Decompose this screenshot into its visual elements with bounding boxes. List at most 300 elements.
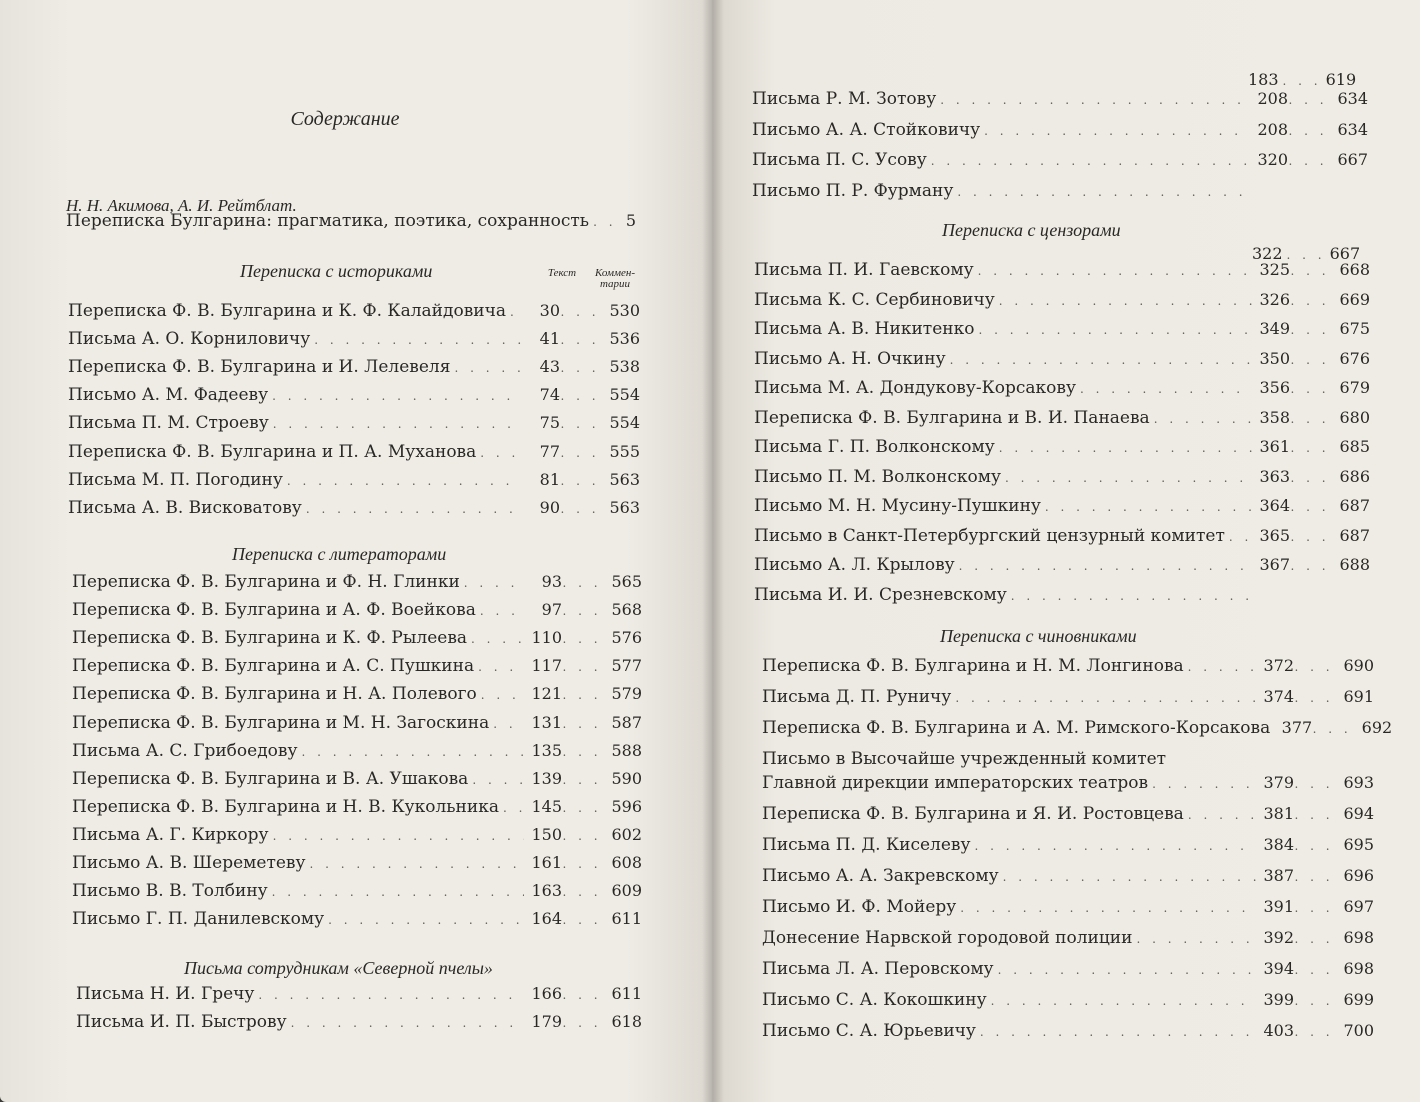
leader-dots <box>931 149 1250 173</box>
leader-dots: . . . <box>1290 411 1330 426</box>
toc-entry-comment-page: 563 <box>609 469 640 489</box>
leader-dots: . . . <box>1288 93 1328 107</box>
toc-entry[interactable] <box>72 711 642 735</box>
toc-entry[interactable] <box>754 317 1370 341</box>
leader-dots: . . . <box>1290 382 1330 396</box>
toc-entry[interactable] <box>754 494 1370 518</box>
leader-dots <box>493 712 524 736</box>
toc-entry[interactable] <box>762 802 1374 826</box>
toc-entry-page: 365 <box>1259 525 1290 545</box>
leader-dots <box>272 880 524 904</box>
leader-dots: . . . <box>560 417 600 432</box>
leader-dots: . . . <box>1288 123 1328 138</box>
leader-dots <box>1045 495 1252 519</box>
column-head-comments-1: Коммен- <box>594 267 635 279</box>
toc-entry-comment-page: 596 <box>611 796 642 816</box>
leader-dots: . . . <box>560 389 600 404</box>
toc-entry-title-line1[interactable]: Письмо в Высочайше учрежденный комитет <box>762 749 1167 769</box>
section-heading-censors: Переписка с цензорами <box>942 220 1121 240</box>
leader-dots <box>1188 655 1256 679</box>
toc-entry-title: Письма П. М. Строеву <box>68 413 269 434</box>
leader-dots: . . . <box>1290 470 1330 485</box>
toc-entry[interactable] <box>68 440 640 464</box>
toc-entry-comment-page: 609 <box>611 881 642 901</box>
toc-entry-title: Донесение Нарвской городовой полиции <box>762 928 1133 948</box>
toc-entry-page: 131 <box>531 712 562 732</box>
leader-dots <box>314 328 522 352</box>
intro-authors: Н. Н. Акимова, А. И. Рейтблат. <box>66 196 297 215</box>
toc-entry-title: Переписка Булгарина: прагматика, поэтика, сохранность <box>66 211 590 231</box>
toc-entry-title: Письма А. О. Корниловичу <box>68 329 311 350</box>
toc-entry[interactable] <box>72 767 642 791</box>
leader-dots: . . . <box>560 501 600 516</box>
toc-entry-comment-page: 694 <box>1343 804 1374 823</box>
toc-entry-comment-page: 697 <box>1343 897 1374 916</box>
toc-entry-title: Переписка Ф. В. Булгарина и Ф. Н. Глинки <box>72 572 460 592</box>
toc-entry-page: 361 <box>1259 437 1290 456</box>
leader-dots: . . . <box>562 604 602 619</box>
toc-entry-page: 350 <box>1259 348 1290 368</box>
leader-dots <box>978 259 1252 283</box>
leader-dots <box>1154 407 1252 431</box>
leader-dots <box>1003 865 1256 889</box>
carry-over-pages: 322 . . . 667 <box>1252 244 1361 263</box>
toc-entry[interactable] <box>68 468 640 492</box>
toc-entry-title: Переписка Ф. В. Булгарина и А. С. Пушкина <box>72 656 475 677</box>
toc-entry-title: Письма А. В. Никитенко <box>754 319 975 339</box>
leader-dots <box>1188 803 1256 827</box>
leader-dots <box>287 469 522 493</box>
toc-entry[interactable] <box>72 851 642 875</box>
toc-entry-page: 41 <box>539 329 560 349</box>
leader-dots: . . . <box>560 305 600 319</box>
leader-dots <box>328 908 524 932</box>
toc-entry[interactable] <box>752 148 1368 172</box>
toc-entry-comment-page: 634 <box>1337 89 1368 108</box>
toc-entry-page: 391 <box>1263 897 1294 916</box>
leader-dots: . . . <box>1294 839 1334 853</box>
toc-entry-page: 43 <box>539 357 560 377</box>
column-head-text: Текст <box>547 267 577 279</box>
leader-dots <box>503 796 524 820</box>
toc-entry-comment-page: 698 <box>1343 928 1374 947</box>
toc-entry-page: 399 <box>1263 990 1294 1009</box>
toc-entry[interactable] <box>754 258 1370 282</box>
toc-entry[interactable] <box>762 716 1393 740</box>
toc-entry-comment-page: 692 <box>1361 718 1393 737</box>
toc-entry-title: Переписка Ф. В. Булгарина и К. Ф. Калайдовича <box>68 301 506 321</box>
toc-entry-comment-page: 698 <box>1343 959 1374 978</box>
toc-entry-comment-page: 554 <box>609 385 640 405</box>
leader-dots: . . . <box>1294 901 1334 915</box>
leader-dots <box>510 300 522 324</box>
leader-dots <box>478 655 524 679</box>
leader-dots: . . . <box>1294 808 1334 822</box>
toc-entry-comment-page: 686 <box>1339 466 1370 486</box>
leader-dots: . . . <box>562 688 602 703</box>
toc-entry-comment-page: 680 <box>1339 407 1370 427</box>
toc-entry-title: Письма Л. А. Перовскому <box>762 959 994 979</box>
toc-entry-page: 384 <box>1263 835 1294 854</box>
toc-entry-title: Письма П. Д. Киселеву <box>762 835 971 855</box>
toc-entry-title: Письма Д. П. Руничу <box>762 687 952 707</box>
toc-entry-comment-page: 555 <box>609 441 640 461</box>
toc-entry-title: Переписка Ф. В. Булгарина и Н. А. Полевого <box>72 684 477 705</box>
toc-entry[interactable] <box>754 406 1370 430</box>
toc-entry-comment-page: 668 <box>1339 260 1370 279</box>
toc-entry[interactable] <box>762 864 1374 888</box>
toc-entry-title: Переписка Ф. В. Булгарина и И. Лелевеля <box>68 357 451 378</box>
leader-dots <box>471 627 524 651</box>
toc-entry-page: 135 <box>531 740 562 760</box>
toc-entry-page: 208 <box>1257 89 1288 108</box>
toc-entry[interactable] <box>762 833 1374 857</box>
toc-entry[interactable] <box>754 347 1370 371</box>
leader-dots: . . . <box>1294 963 1334 977</box>
toc-entry-title: Письмо В. В. Толбину <box>72 881 268 902</box>
leader-dots <box>1152 772 1256 796</box>
leader-dots <box>481 683 524 707</box>
leader-dots <box>960 896 1256 920</box>
toc-entry[interactable] <box>762 926 1374 950</box>
toc-entry-page: 164 <box>531 909 562 929</box>
toc-entry-comment-page: 700 <box>1343 1021 1374 1040</box>
toc-entry-comment-page: 687 <box>1339 525 1370 545</box>
toc-entry[interactable] <box>72 739 642 763</box>
toc-entry-title: Главной дирекции императорских театров <box>762 773 1149 793</box>
toc-entry[interactable] <box>754 376 1370 400</box>
leader-dots: . . . <box>562 716 602 731</box>
toc-entry-comment-page: 618 <box>611 1012 642 1031</box>
toc-entry-title: Письмо С. А. Юрьевичу <box>762 1021 976 1041</box>
toc-entry-title: Письмо П. Р. Фурману <box>752 180 954 201</box>
toc-entry-comment-page: 577 <box>611 656 642 676</box>
leader-dots: . . . <box>562 744 602 759</box>
leader-dots <box>472 768 524 792</box>
toc-entry-comment-page: 695 <box>1343 835 1374 854</box>
toc-entry-comment-page: 669 <box>1339 289 1370 309</box>
toc-entry-title: Письмо А. Н. Очкину <box>754 348 946 369</box>
leader-dots: . . . <box>1294 777 1334 791</box>
toc-entry-title: Письмо М. Н. Мусину-Пушкину <box>754 496 1041 516</box>
leader-dots <box>273 412 522 436</box>
leader-dots <box>959 554 1252 578</box>
toc-entry[interactable] <box>72 570 642 594</box>
toc-entry-title: Письма Р. М. Зотову <box>752 89 937 109</box>
leader-dots <box>940 88 1250 112</box>
toc-entry[interactable] <box>762 654 1374 678</box>
toc-entry[interactable] <box>754 524 1370 548</box>
toc-entry[interactable] <box>754 553 1370 577</box>
leader-dots <box>980 1020 1256 1044</box>
leader-dots: . . . <box>560 333 600 348</box>
toc-entry-comment-page: 693 <box>1343 773 1374 792</box>
toc-entry[interactable] <box>68 411 640 435</box>
leader-dots: . . . <box>562 828 602 843</box>
book-spine <box>702 0 724 1102</box>
toc-entry-title: Письмо И. Ф. Мойеру <box>762 897 957 917</box>
toc-entry-page: 139 <box>531 768 562 788</box>
toc-entry-title: Письма И. П. Быстрову <box>76 1012 287 1032</box>
toc-entry-comment-page: 679 <box>1339 378 1370 397</box>
toc-entry-title: Письма К. С. Сербиновичу <box>754 289 995 310</box>
carry-over-pages: 183 . . . 619 <box>1248 70 1357 89</box>
toc-entry-page: 367 <box>1259 555 1290 574</box>
toc-entry-comment-page: 579 <box>611 684 642 704</box>
toc-entry-page: 145 <box>531 796 562 816</box>
toc-entry-title: Переписка Ф. В. Булгарина и А. Ф. Воейкова <box>72 600 476 621</box>
leader-dots <box>957 180 1250 204</box>
toc-entry-page: 77 <box>539 441 560 461</box>
toc-entry-page: 74 <box>539 385 560 405</box>
leader-dots: . . . <box>1290 529 1330 544</box>
leader-dots: . . . <box>562 800 602 815</box>
leader-dots: . . . <box>1294 994 1334 1008</box>
toc-entry-comment-page: 602 <box>611 824 642 844</box>
leader-dots: . . . <box>1294 660 1334 674</box>
toc-entry-title: Переписка Ф. В. Булгарина и Н. М. Лонгинова <box>762 656 1184 676</box>
toc-entry-comment-page: 634 <box>1337 119 1368 139</box>
toc-entry-page: 394 <box>1263 959 1294 978</box>
leader-dots: . . . <box>1294 932 1334 946</box>
leader-dots: . . . <box>1312 722 1352 736</box>
toc-entry-comment-page: 576 <box>611 628 642 648</box>
leader-dots <box>998 958 1256 982</box>
leader-dots <box>480 599 524 623</box>
toc-entry[interactable] <box>76 1010 642 1034</box>
toc-entry-title: Письмо А. В. Шереметеву <box>72 853 306 873</box>
toc-entry-page: 208 <box>1257 119 1288 139</box>
toc-entry[interactable] <box>72 626 642 650</box>
toc-entry[interactable] <box>762 771 1374 795</box>
toc-entry-page: 322 <box>1252 244 1283 263</box>
toc-entry-title: Письмо П. М. Волконскому <box>754 466 1001 487</box>
section-heading-historians: Переписка с историками <box>240 261 433 281</box>
leader-dots <box>306 497 522 521</box>
leader-dots: . . . <box>1294 1025 1334 1039</box>
leader-dots <box>984 119 1250 143</box>
toc-entry-comment-page: 587 <box>611 712 642 732</box>
leader-dots: . . . <box>562 660 602 675</box>
leader-dots <box>464 571 524 595</box>
leader-dots: . . . <box>562 632 602 647</box>
toc-entry-page: 75 <box>539 413 560 433</box>
leader-dots <box>1229 525 1252 549</box>
toc-entry-comment-page: 538 <box>609 357 640 377</box>
toc-entry-title: Переписка Ф. В. Булгарина и В. А. Ушакова <box>72 768 469 789</box>
toc-entry-comment-page: 690 <box>1343 656 1374 675</box>
toc-entry-title: Переписка Ф. В. Булгарина и К. Ф. Рылеева <box>72 628 468 649</box>
toc-entry[interactable] <box>754 288 1370 312</box>
toc-entry-title: Письмо А. А. Закревскому <box>762 866 999 886</box>
leader-dots <box>301 740 524 764</box>
leader-dots: . . . <box>1288 154 1328 168</box>
leader-dots <box>974 834 1256 858</box>
toc-entry-comment-page: 619 <box>1325 70 1357 89</box>
toc-entry-page: 179 <box>531 1012 562 1031</box>
toc-entry-intro[interactable] <box>66 209 636 233</box>
leader-dots: . . . <box>1290 441 1330 455</box>
page-title: Содержание <box>290 108 400 130</box>
toc-entry-comment-page: 687 <box>1339 496 1370 515</box>
toc-entry[interactable] <box>68 299 640 323</box>
leader-dots <box>273 824 524 848</box>
toc-entry[interactable] <box>762 957 1374 981</box>
toc-entry[interactable] <box>72 598 642 622</box>
toc-entry-title: Переписка Ф. В. Булгарина и М. Н. Загоскина <box>72 712 490 733</box>
leader-dots: . . . <box>1294 870 1334 884</box>
toc-entry-title: Переписка Ф. В. Булгарина и В. И. Панаева <box>754 407 1150 428</box>
toc-entry[interactable] <box>68 496 640 520</box>
toc-entry[interactable] <box>68 383 640 407</box>
toc-entry[interactable] <box>762 685 1374 709</box>
toc-entry-comment-page: 696 <box>1343 866 1374 885</box>
leader-dots: . . . <box>1290 323 1330 337</box>
toc-entry-comment-page: 608 <box>611 853 642 872</box>
leader-dots <box>991 989 1256 1013</box>
toc-entry-title: Письмо Г. П. Данилевскому <box>72 909 325 930</box>
toc-entry-comment-page: 530 <box>609 301 640 320</box>
leader-dots <box>258 983 524 1007</box>
toc-entry-title: Письмо А. М. Фадееву <box>68 385 269 406</box>
leader-dots: . . . <box>562 576 602 590</box>
toc-entry-page: 358 <box>1259 407 1290 427</box>
toc-entry-page: 110 <box>531 628 562 648</box>
toc-entry[interactable] <box>754 465 1370 489</box>
leader-dots: . . . <box>1290 264 1330 278</box>
toc-entry-comment-page: 691 <box>1343 687 1374 706</box>
toc-entry-page: 325 <box>1259 260 1290 279</box>
toc-entry-title: Переписка Ф. В. Булгарина и Н. В. Кукольника <box>72 796 499 817</box>
toc-entry-title: Письмо А. А. Стойковичу <box>752 119 981 140</box>
toc-entry-title: Переписка Ф. В. Булгарина и П. А. Муханова <box>68 441 477 462</box>
toc-entry[interactable] <box>72 682 642 706</box>
toc-entry-title: Письма И. И. Срезневскому <box>754 584 1007 605</box>
leader-dots: . . . <box>1290 559 1330 573</box>
toc-entry-title: Письма А. В. Висковатову <box>68 497 302 518</box>
leader-dots: . . . <box>1290 352 1330 367</box>
toc-entry[interactable] <box>76 982 642 1006</box>
toc-entry-page: 320 <box>1257 150 1288 169</box>
toc-entry-title: Письма М. П. Погодину <box>68 469 283 490</box>
toc-entry[interactable] <box>754 583 1370 607</box>
leader-dots: . . . <box>562 988 602 1002</box>
leader-dots: . . . <box>1294 691 1334 705</box>
toc-entry[interactable] <box>68 355 640 379</box>
toc-entry-comment-page: 554 <box>609 413 640 433</box>
toc-entry-comment-page: 588 <box>611 740 642 760</box>
toc-entry-page: 326 <box>1259 289 1290 309</box>
toc-entry-page: 356 <box>1259 378 1290 397</box>
toc-entry-comment-page: 699 <box>1343 990 1374 1009</box>
toc-entry-page: 381 <box>1263 804 1294 823</box>
toc-entry-title: Письма М. А. Дондукову-Корсакову <box>754 378 1076 398</box>
leader-dots: . . . <box>560 445 600 460</box>
toc-entry-title: Письмо А. Л. Крылову <box>754 555 955 575</box>
toc-entry-page: 392 <box>1263 928 1294 947</box>
toc-entry-page: 403 <box>1263 1021 1294 1040</box>
leader-dots: . . . <box>1290 293 1330 308</box>
leader-dots <box>454 356 522 380</box>
toc-entry-comment-page: 611 <box>611 909 642 929</box>
toc-entry-title: Письма Г. П. Волконскому <box>754 437 995 457</box>
toc-entry-comment-page: 536 <box>609 329 640 349</box>
toc-entry-comment-page: 565 <box>611 572 642 591</box>
leader-dots <box>999 436 1252 460</box>
toc-entry[interactable] <box>752 118 1368 142</box>
section-heading-writers: Переписка с литераторами <box>232 544 447 564</box>
toc-entry-comment-page: 688 <box>1339 555 1370 574</box>
toc-entry-comment-page: 685 <box>1339 437 1370 456</box>
toc-entry-comment-page: 563 <box>609 497 640 517</box>
toc-entry[interactable] <box>762 1019 1374 1043</box>
toc-entry-comment-page: 611 <box>611 984 642 1003</box>
leader-dots: . . . <box>560 361 600 376</box>
leader-dots <box>310 852 524 876</box>
leader-dots <box>1136 927 1256 951</box>
toc-entry[interactable] <box>72 879 642 903</box>
toc-entry-comment-page: 568 <box>611 600 642 620</box>
leader-dots: . . . <box>562 772 602 787</box>
toc-entry-page: 5 <box>625 211 636 230</box>
leader-dots <box>978 318 1252 342</box>
toc-entry-title: Письмо в Санкт-Петербургский цензурный комитет <box>754 525 1225 546</box>
toc-entry-page: 363 <box>1259 466 1290 486</box>
toc-entry-comment-page: 675 <box>1339 319 1370 338</box>
leader-dots <box>950 348 1252 372</box>
toc-entry[interactable] <box>762 895 1374 919</box>
toc-entry-comment-page: 667 <box>1337 150 1368 169</box>
leader-dots <box>272 384 522 408</box>
leader-dots <box>480 441 522 465</box>
toc-entry-title: Письма Н. И. Гречу <box>76 984 255 1004</box>
toc-entry-title: Переписка Ф. В. Булгарина и А. М. Римского-Корсакова <box>762 718 1271 738</box>
leader-dots <box>955 686 1256 710</box>
toc-entry[interactable] <box>762 988 1374 1012</box>
toc-entry-page: 90 <box>539 497 560 517</box>
right-page <box>712 0 1420 1102</box>
toc-entry[interactable] <box>754 435 1370 459</box>
toc-entry-page: 372 <box>1263 656 1294 675</box>
toc-entry-page: 30 <box>539 301 560 320</box>
leader-dots: . . . <box>562 1016 602 1030</box>
toc-entry[interactable] <box>72 907 642 931</box>
leader-dots: . . . <box>562 857 602 871</box>
toc-entry[interactable] <box>752 179 1368 203</box>
toc-entry-page: 97 <box>541 600 562 620</box>
leader-dots <box>1005 466 1252 490</box>
toc-entry-page: 121 <box>531 684 562 704</box>
toc-entry[interactable] <box>72 795 642 819</box>
toc-entry[interactable] <box>72 823 642 847</box>
toc-entry-page: 374 <box>1263 687 1294 706</box>
toc-entry-page: 377 <box>1281 718 1313 737</box>
toc-entry-page: 81 <box>539 469 560 489</box>
leader-dots: . . . <box>562 885 602 900</box>
toc-entry-page: 117 <box>531 656 562 676</box>
toc-entry-comment-page: 676 <box>1339 348 1370 368</box>
column-head-comments <box>590 268 640 290</box>
section-heading-officials: Переписка с чиновниками <box>940 626 1137 646</box>
toc-entry-page: 150 <box>531 824 562 844</box>
toc-entry-page: 163 <box>531 881 562 901</box>
toc-entry-title: Письма П. И. Гаевскому <box>754 260 974 280</box>
toc-entry[interactable] <box>752 87 1368 111</box>
toc-entry[interactable] <box>68 327 640 351</box>
toc-entry-comment-page: 590 <box>611 768 642 788</box>
toc-entry-title: Письма А. Г. Киркору <box>72 824 269 845</box>
toc-entry[interactable] <box>72 654 642 678</box>
